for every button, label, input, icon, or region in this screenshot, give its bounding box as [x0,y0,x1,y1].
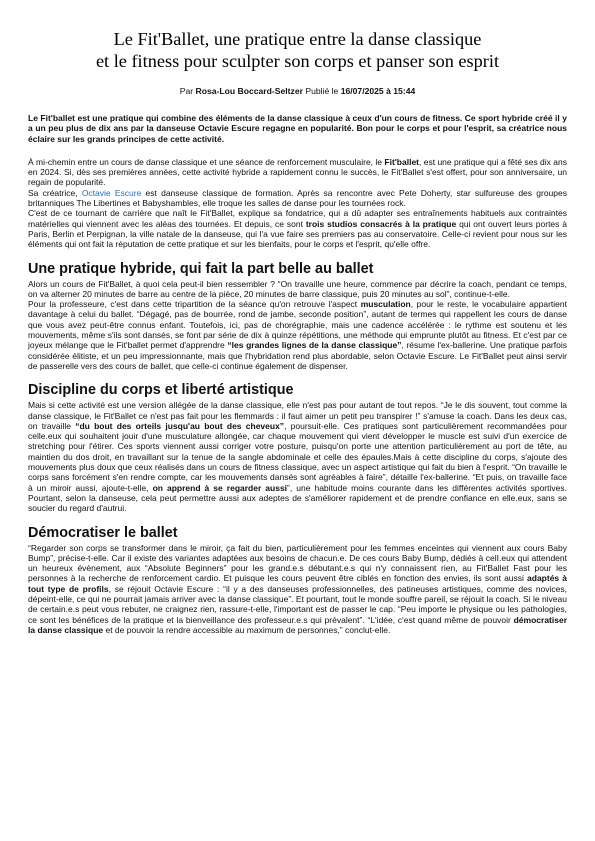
article-title [28,28,567,72]
section3-paragraph-1: “Regarder son corps se transformer dans le miroir, ça fait du bien, particulièrement pour les femmes enceintes qui viennent aux cours Baby Bump”, précise-t-elle. Car il existe des variantes adaptées aux besoins de chacun.e. De ces cours Baby Bump, dédiés à celI.eux qui attendent un heureux évènement, aux “Absolute Beginners” pour les grand.e.s débutant.e.s qui n'y connaissent rien, au Fit'Ballet Fast pour les personnes à la recherche de renforcement cardio. Et puisque les cours peuvent être ciblés en fonction des envies, ils sont aussi adaptés à tout type de profils, se réjouit Octavie Escure : “il y a des danseuses professionnelles, des patineuses artistiques, comme des novices, dépeint-elle, ce qui ne pourrait jamais arriver avec la danse classique”. Et pourtant, tout le monde souffre pareil, se réjouit la coach. Si le niveau de certain.e.s peut vous rebuter, ne craignez rien, rassure-t-elle, l'important est de passer le cap. “Peu importe le physique ou les pathologies, ce sont les bénéfices de la pratique et la bienveillance des professeur.e.s qui prévalent”. “L'idée, c'est quand même de pouvoir démocratiser la danse classique et de pouvoir la rendre accessible au maximum de personnes,” conclut-elle. [28,542,567,635]
section-heading-democratiser: Démocratiser le ballet [28,524,178,541]
section1-paragraph-2: Pour la professeure, c'est dans cette tripartition de la séance qu'on retrouve l'aspect musculation, pour le reste, le vocabulaire appartient davantage à celui du ballet. “Dégagé, pas de bourrée, rond de jambe, seconde position”, autant de termes qui rappellent les cours de danse que vous avez peut-être connus enfant. Toutefois, ici, pas de chorégraphie, mais une cadence accélérée : le rythme est soutenu et les mouvements, même s'ils sont dansés, se font par série de dix à quinze répétitions, une méthode qui emprunte plutôt au fitness. Et c'est par ce joyeux mélange que le Fit'ballet permet d'apprendre “les grandes lignes de la danse classique”, résume l'ex-ballerine. Une pratique parfois considérée élitiste, et un peu impressionnante, mais que l'hybridation rend plus abordable, selon Octavie Escure. Le Fit'Ballet peut ainsi servir de passerelle vers des cours de ballet, que celle-ci continue également de dispenser. [28,299,567,371]
article-lead: Le Fit'ballet est une pratique qui combine des éléments de la danse classique à ceux d'un cours de fitness. Ce sport hybride créé il y a un peu plus de dix ans par la danseuse Octavie Escure regagne en popularité. Bon pour le corps et pour l'esprit, sa créatrice nous éclaire sur les grands principes de cette activité. [28,113,567,144]
byline [28,86,567,97]
octavie-escure-link[interactable]: Octavie Escure [81,187,142,198]
title-line-2: et le fitness pour sculpter son corps et panser son esprit [95,51,500,71]
section1-paragraph-1: Alors un cours de Fit'Ballet, à quoi cela peut-il bien ressembler ? “On travaille une heure, commence par décrire la coach, pendant ce temps, on va alterner 20 minutes de barre au centre de la pièce, 20 minutes de barre classique, puis 20 minutes au sol”, continue-t-elle. [28,278,567,299]
published-label: Publié le [302,86,341,96]
byline-prefix: Par [179,86,196,96]
author-name[interactable]: Rosa-Lou Boccard-Seltzer [195,86,303,96]
intro-paragraph-1: À mi-chemin entre un cours de danse classique et une séance de renforcement musculaire, le Fit'ballet, est une pratique qui a fêté ses dix ans en 2024. Si, dès ses premières années, cette activité hybride a rapidement connu le succès, le Fit'Ballet s'est offert, pour son anniversaire, un regain de popularité. [28,156,568,188]
section2-paragraph-1: Mais si cette activité est une version allégée de la danse classique, elle n'est pas pour autant de tout repos. “Je le dis souvent, tout comme la danse classique, le Fit'Ballet ce n'est pas fait pour les flemmards : il faut aimer un petit peu transpirer !” s'amuse la coach. Dans les deux cas, on travaille “du bout des orteils jusqu'au bout des cheveux”, poursuit-elle. Ces pratiques sont particulièrement recommandées pour celle.eux qui souhaitent jouir d'une musculature allongée, car chaque mouvement qui vient développer le muscle est suivi d'un exercice de stretching pour l'étirer. Ces sports viennent aussi corriger votre posture, puisqu'on porte une attention particulièrement au port de tête, au maintien du dos droit, en travaillant sur la tenue de la sangle abdominale et celle des épaules.Mais à cette discipline du corps, s'ajoute des mouvements plus doux que ceux réalisés dans un cours de fitness classique, avec un aspect artistique qui fait du bien à l'esprit. “On travaille le corps sans forcément s'en rendre compte, car les mouvements dansés sont agréables à faire”, détaille l'ex-ballerine. “Et puis, on travaille face à un miroir aussi, ajoute-t-elle, on apprend à se regarder aussi”, une habitude moins courante dans les différentes activités sportives. Pourtant, selon la danseuse, cela peut permettre aussi aux adeptes de s'améliorer rapidement et de prendre confiance en elle.eux, sans se soucier du regard d'autrui. [28,400,567,514]
section-heading-hybrid: Une pratique hybride, qui fait la part belle au ballet [28,260,374,277]
published-date: 16/07/2025 à 15:44 [340,86,416,96]
section-heading-discipline: Discipline du corps et liberté artistique [28,382,294,399]
intro-paragraph-3: C'est de ce tournant de carrière que naît le Fit'Ballet, explique sa fondatrice, qui a dû adapter ses entraînements habituels aux contraintes matérielles qui viennent avec les aléas des tournées. Et depuis, ce sont trois studios consacrés à la pratique qui ont ouvert leurs portes à Paris, Berlin et Perpignan, la ville natale de la danseuse, qui l'a vue faire ses premiers pas au conservatoire. Celle-ci revient pour nous sur les éléments qui ont fait la réputation de cette pratique et sur les bienfaits, pour le corps et l'esprit, qu'elle offre. [28,208,568,250]
intro-paragraph-2: Sa créatrice, Octavie Escure est danseuse classique de formation. Après sa rencontre avec Pete Doherty, star sulfureuse des groupes britanniques The Libertines et Babyshambles, elle troque les salles de danse pour les tournées rock. [28,187,567,209]
title-line-1: Le Fit'Ballet, une pratique entre la danse classique [113,29,482,49]
